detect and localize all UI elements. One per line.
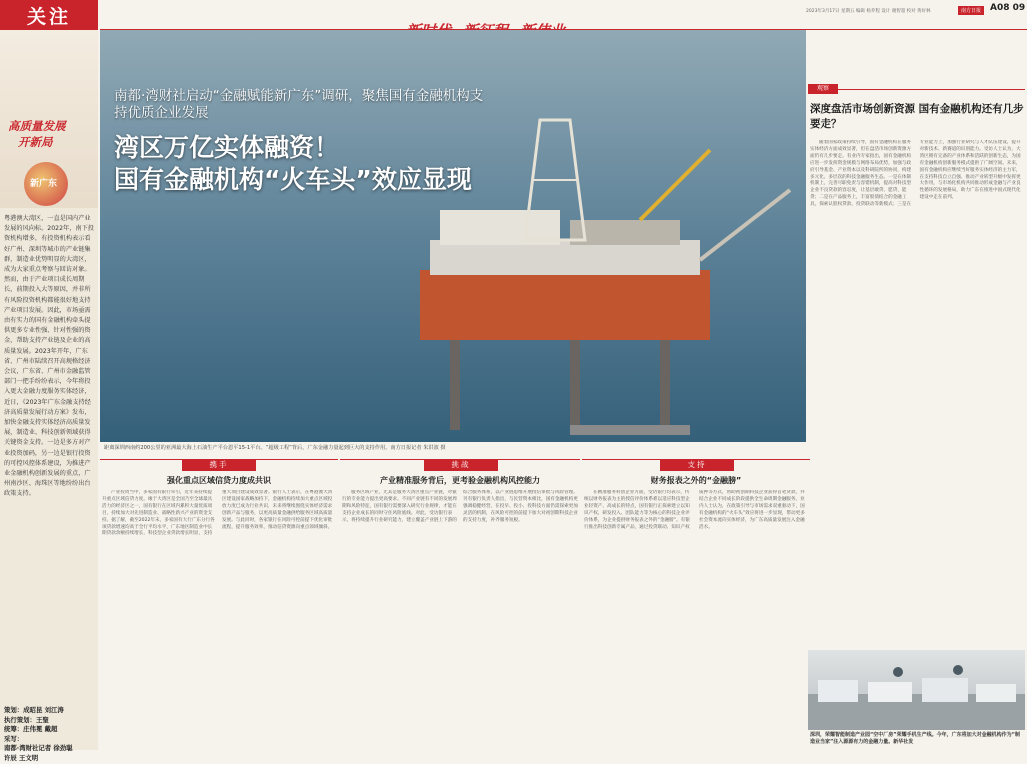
article-column (342, 490, 578, 746)
section-tag: 支持 (660, 459, 734, 471)
section-subhead: 产业精准服务背后，更考验金融机构风控能力 (380, 476, 540, 485)
lead-kicker: 南都·湾财社启动“金融赋能新广东”调研，聚焦国有金融机构支持优质企业发展 (114, 88, 484, 121)
observe-body (810, 140, 1023, 645)
right-column (808, 84, 1025, 750)
headline-line2: 国有金融机构“火车头”效应显现 (114, 165, 472, 194)
photo-caption: 距离深圳西南约200公里的亚洲最大海上石油生产平台恩平15-1平台。“超级工程”背后，广东金融力量起到巨大的支持作用。南方日报记者 朱洪波 摄 (104, 445, 446, 451)
factory-line-image (808, 650, 1025, 730)
article-column (102, 490, 336, 746)
section-bar-tiaozhan (340, 459, 580, 472)
factory-caption: 深圳，荣耀智能制造产业园“空中厂房”荣耀手机生产线。今年，广东将加大对金融机构作为“制造业当家”注入源源有力的金融力量。新华社发 (810, 732, 1020, 745)
left-sidebar (0, 30, 98, 762)
credit-line: 执行策划：王聖 (4, 715, 49, 724)
observe-rule (838, 89, 1025, 90)
logo-tag: 新广东 (30, 179, 58, 189)
date-line: 2023年3月17日 星期五 编辑 杨乔程 设计 谢智超 校对 黄好林 (806, 9, 931, 14)
headline-line1: 湾区万亿实体融资！ (114, 133, 340, 162)
sidebar-logo (0, 30, 98, 208)
article-paragraph: 服务区域产业，尤其是服务大湾区重点产业链，对银行的专业能力提出更高要求。不同产业链有不同的发展周期和风险特征，国有银行需要深入研究行业规律，才能在支持企业成长的同时守住风险底线。对此，受访银行表示，将持续提升行业研究能力，建立覆盖产业链上下游的综合服务体系，以产业链思维开展授信审批与风险管理。另有银行负责人指出，与民营资本相比，国有金融机构更强调稳健经营，在投早、投小、投科技方面仍需探索更加灵活的机制，在风险可控的前提下加大对初创期科技企业的支持力度，补齐服务短板。 (342, 490, 578, 523)
lead-photo (100, 30, 806, 442)
masthead-stamp: 南方日报 (958, 6, 984, 15)
section-tab (0, 0, 98, 30)
observe-tag: 观察 (808, 84, 838, 94)
section-subhead: 财务报表之外的“金融膀” (650, 476, 742, 485)
article-column (584, 490, 808, 746)
section-bar-zhichi (582, 459, 810, 472)
observe-headline: 深度盘活市场创新资源 国有金融机构还有几步要走？ (810, 103, 1024, 130)
section-bar-xieshou (100, 459, 338, 472)
credit-line: 采写： (4, 734, 24, 743)
credit-line: 许辰 王文明 (4, 753, 39, 762)
section-tag: 挑战 (424, 459, 498, 471)
page-number: A08 09 (990, 3, 1026, 13)
logo-sub: 开新局 (18, 135, 53, 149)
section-name: 关注 (26, 5, 71, 28)
article-paragraph: 随着国家政策持续引导，国有金融机构在服务实体经济方面成效显著，但在盘活市场创新资源方面仍有几步要走。有业内专家指出，国有金融机构应进一步发挥资金规模与网络布局优势，加强与政府引导基金、产业资本以及科研院所的协同，构建多元化、多层次的科技金融服务生态。一是在体制机制上，完善尽职免责与容错机制，提高对科技型企业不良贷款的容忍度，让基层敢贷、愿贷、能贷；二是在产品服务上，丰富股债结合的金融工具，探索认股权贷款、投贷联动等新模式；三是在专业能力上，加强行业研究与人才队伍建设，提升对新技术、新赛道的识别能力。受访人士认为，大湾区拥有完备的产业体系和活跃的创新生态，为国有金融机构创新服务模式提供了广阔空间。未来，国有金融机构应继续当好服务实体经济的主力军，在支持科技自立自强、推动产业转型升级中发挥更大作用，与市场化机构共同推动形成金融与产业良性循环的发展格局，助力广东在推进中国式现代化建设中走在前列。 (810, 140, 1021, 208)
credit-line: 策划：成昭昆 刘江涛 (4, 706, 64, 714)
sidebar-body: 粤港澳大湾区，一直是国内产业发展的风向标。2022年，南下投资机构增多，有投资机构表示看好广州、深圳等城市的产业链集群，制造业优势明显的大湾区，成为大家重点考察与回访对象。然而，由于产业项目成长周期长，前期投入大等原因，并非所有风险投资机构都能很好地支持产业项目发展。因此，市场亟需由有实力的国有金融机构牵头提供更多专业性强、针对性强的资金，帮助支持产业链及企业的高质量发展。2023年开年，广东省、广州市陆续召开高规格经济会议，广东省、广州市金融监管部门一把手纷纷表示，今年将投入更大金融力度服务实体经济，近日，《2023年广东金融支持经济高质量发展行动方案》发布，加快金融支持实体经济高质量发展，制造业、科技创新领域获得关键资金支持。一边是多方对产业投资加码，另一边是银行投资的可控风控体系建设，为推进产业金融机构创新发展的重点，广州南沙区、海珠区等地纷纷出台政策支持。 (4, 215, 94, 498)
credit-line: 南都·湾财社记者 徐劲聪 (4, 744, 73, 753)
sidebar-credits (4, 706, 96, 764)
logo-main: 高质量发展 (8, 119, 66, 133)
article-paragraph: 产业投资当中，多家国有银行牵引，近年来持续提升重点区域信贷力度。缘于大湾区是全国乃至全球最具活力的经济区之一，国有银行在区域内累积大量优质项目，持续加大对先进制造业、战略性新兴产业的资金支持。据了解，截至2022年末，多家国有大行广东分行各项贷款增速均高于全行平均水平，广东地区制造业中长期贷款余额持续增长，科技型企业贷款增长明显，支持重大项目建设成效显著。银行人士表示，在粤港澳大湾区建设国家战略加持下，金融机构持续加大重点区域投放力度已成为行业共识，未来将继续围绕实体经济需求创新产品与服务，以更高质量金融供给服务区域高质量发展。与此同时，各家银行在风险可控前提下优化审批流程，提升服务效率，推动信贷资源向重点领域倾斜。 (102, 490, 333, 537)
section-subhead: 强化重点区域信贷力度成共识 (167, 476, 271, 485)
section-tag: 携手 (182, 459, 256, 471)
article-paragraph: 在精准服务科创企业方面，受访银行均表示，传统以财务报表为主的授信评价体系难以适应科技型企业轻资产、高成长的特点，国有银行正探索建立以知识产权、研发投入、团队能力等为核心的科技企业评价体系，为企业提供财务报表之外的“金融膀”。有银行推出科技创新专属产品，通过投贷联动、知识产权质押等方式，帮助初创期科技企业获得首笔贷款，并结合企业不同成长阶段提供全生命周期金融服务。业内人士认为，在政策引导与市场需求双重驱动下，国有金融机构的“火车头”效应将进一步显现，带动更多社会资本流向实体经济，为广东高质量发展注入金融活水。 (584, 490, 805, 530)
factory-photo (808, 650, 1025, 730)
credit-line: 统筹：庄伟冕 戴超 (4, 725, 58, 734)
